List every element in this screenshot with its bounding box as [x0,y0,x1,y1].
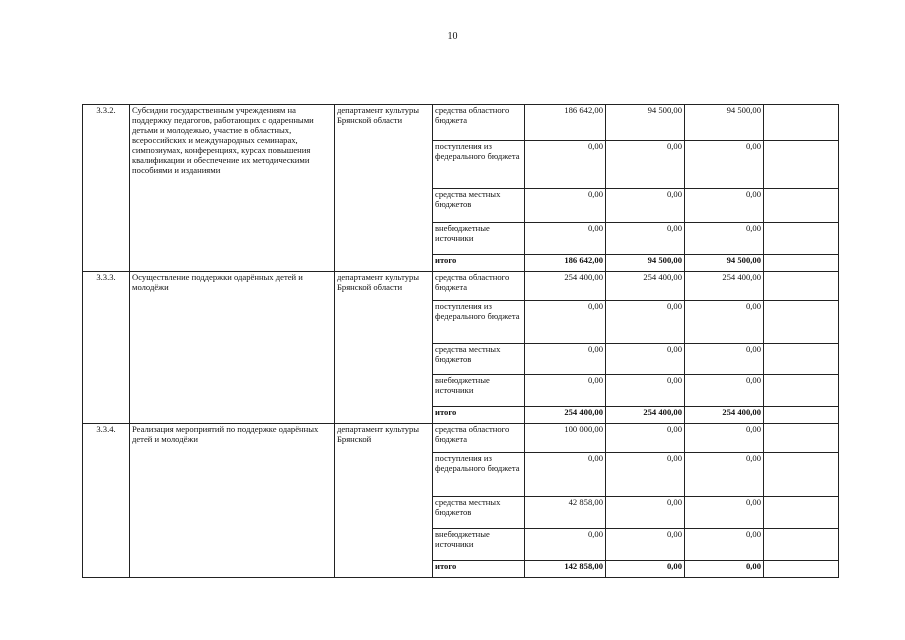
value-year-2: 0,00 [606,561,685,578]
value-year-3: 0,00 [685,453,764,497]
empty-cell [764,407,839,424]
value-year-1: 0,00 [525,375,606,407]
budget-table [82,104,839,578]
funding-source: внебюджетные источники [433,529,525,561]
value-year-2: 254 400,00 [606,272,685,301]
value-year-3: 0,00 [685,141,764,189]
value-year-1: 42 858,00 [525,497,606,529]
empty-cell [764,529,839,561]
value-year-3: 0,00 [685,561,764,578]
table-row [83,272,839,301]
funding-source: внебюджетные источники [433,375,525,407]
value-year-3: 0,00 [685,344,764,375]
item-code: 3.3.4. [83,424,130,578]
value-year-2: 254 400,00 [606,407,685,424]
funding-source: средства местных бюджетов [433,497,525,529]
value-year-2: 0,00 [606,301,685,344]
funding-source: средства областного бюджета [433,424,525,453]
empty-cell [764,272,839,301]
value-year-2: 0,00 [606,189,685,223]
total-label: итого [433,255,525,272]
value-year-2: 0,00 [606,453,685,497]
empty-cell [764,424,839,453]
item-code: 3.3.2. [83,105,130,272]
funding-source: средства областного бюджета [433,272,525,301]
value-year-3: 0,00 [685,375,764,407]
funding-source: средства местных бюджетов [433,344,525,375]
table-row [83,105,839,141]
value-year-1: 254 400,00 [525,407,606,424]
value-year-1: 254 400,00 [525,272,606,301]
value-year-3: 0,00 [685,529,764,561]
empty-cell [764,344,839,375]
value-year-2: 0,00 [606,344,685,375]
funding-source: поступления из федерального бюджета [433,141,525,189]
value-year-3: 0,00 [685,497,764,529]
value-year-3: 254 400,00 [685,272,764,301]
empty-cell [764,453,839,497]
value-year-1: 0,00 [525,223,606,255]
empty-cell [764,189,839,223]
value-year-2: 0,00 [606,529,685,561]
funding-source: поступления из федерального бюджета [433,301,525,344]
funding-source: поступления из федерального бюджета [433,453,525,497]
page-number: 10 [447,31,458,42]
empty-cell [764,141,839,189]
value-year-2: 0,00 [606,497,685,529]
item-name: Реализация мероприятий по поддержке одарённых детей и молодёжи [130,424,335,578]
value-year-2: 0,00 [606,375,685,407]
value-year-1: 142 858,00 [525,561,606,578]
total-label: итого [433,407,525,424]
value-year-2: 94 500,00 [606,255,685,272]
value-year-1: 186 642,00 [525,105,606,141]
value-year-2: 0,00 [606,141,685,189]
empty-cell [764,301,839,344]
empty-cell [764,105,839,141]
item-code: 3.3.3. [83,272,130,424]
funding-source: средства областного бюджета [433,105,525,141]
value-year-1: 0,00 [525,189,606,223]
value-year-1: 0,00 [525,344,606,375]
value-year-2: 0,00 [606,424,685,453]
total-label: итого [433,561,525,578]
value-year-3: 254 400,00 [685,407,764,424]
value-year-1: 0,00 [525,453,606,497]
empty-cell [764,561,839,578]
value-year-3: 94 500,00 [685,105,764,141]
value-year-1: 186 642,00 [525,255,606,272]
value-year-1: 0,00 [525,529,606,561]
item-name: Осуществление поддержки одарённых детей и молодёжи [130,272,335,424]
empty-cell [764,497,839,529]
value-year-3: 0,00 [685,223,764,255]
value-year-1: 0,00 [525,141,606,189]
value-year-2: 94 500,00 [606,105,685,141]
funding-source: внебюджетные источники [433,223,525,255]
item-name: Субсидии государственным учреждениям на поддержку педагогов, работающих с одаренными детьми и молодежью, участие в областных, всероссийских и международных семинарах, симпозиумах, конференциях, курсах повышения квалификации и обеспечение их методическими пособиями и изданиями [130,105,335,272]
value-year-1: 0,00 [525,301,606,344]
item-executor: департамент культуры Брянской области [335,105,433,272]
funding-source: средства местных бюджетов [433,189,525,223]
value-year-1: 100 000,00 [525,424,606,453]
value-year-3: 0,00 [685,301,764,344]
empty-cell [764,223,839,255]
item-executor: департамент культуры Брянской [335,424,433,578]
value-year-3: 0,00 [685,424,764,453]
table-row [83,424,839,453]
value-year-3: 94 500,00 [685,255,764,272]
value-year-3: 0,00 [685,189,764,223]
empty-cell [764,255,839,272]
item-executor: департамент культуры Брянской области [335,272,433,424]
value-year-2: 0,00 [606,223,685,255]
empty-cell [764,375,839,407]
